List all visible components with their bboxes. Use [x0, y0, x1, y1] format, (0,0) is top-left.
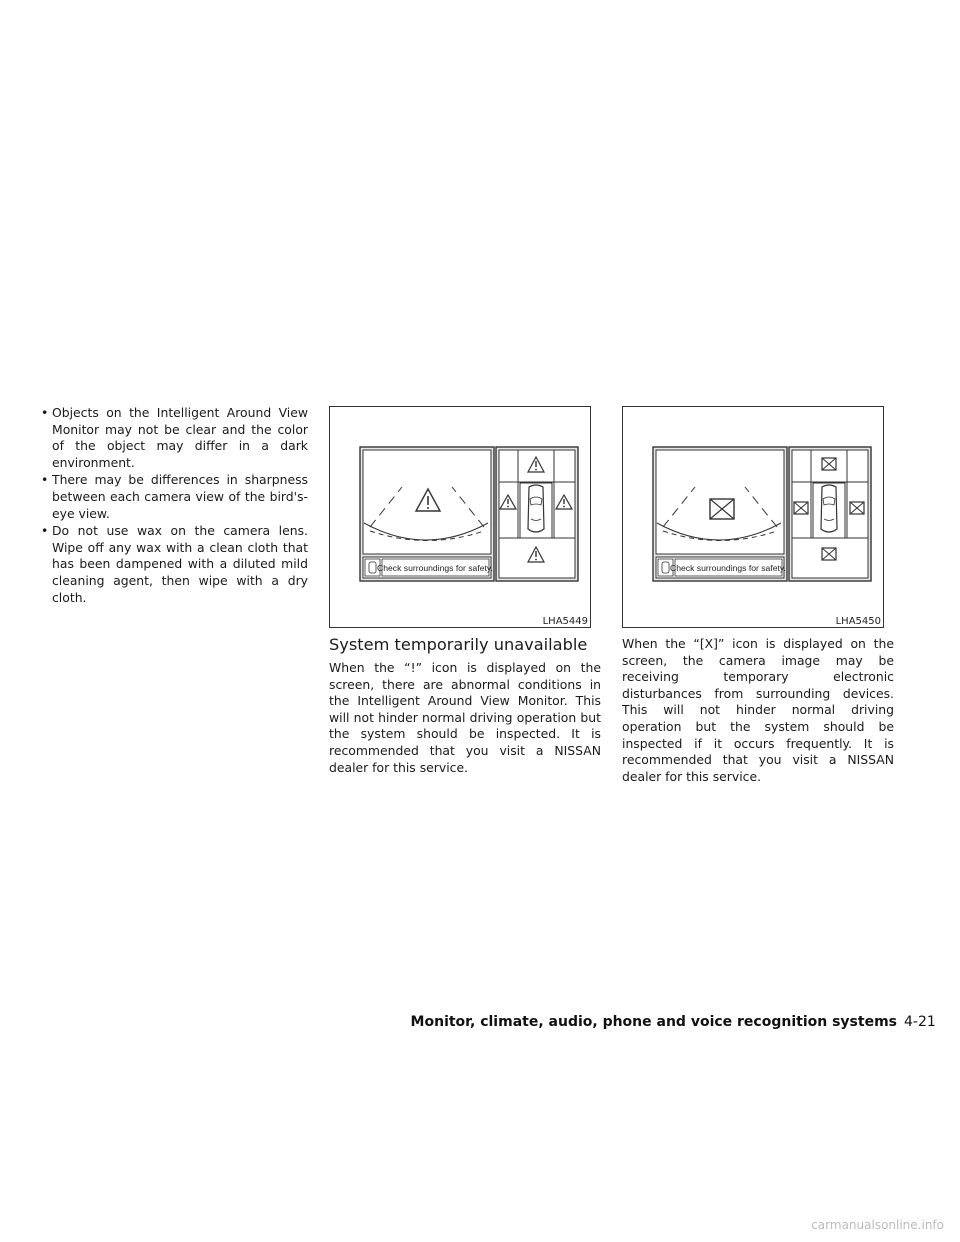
paragraph-warning-icon: When the “!” icon is displayed on the screen, there are abnormal conditions in the Intelligent Around View Monitor. This will not hinder normal driving operation but the system should be inspected. It is recommended that you visit a NISSAN dealer for this service. — [329, 660, 601, 775]
figure-x-display — [622, 406, 884, 628]
x-box-icon — [710, 499, 734, 519]
x-box-icon — [822, 548, 836, 560]
section-heading: System temporarily unavailable — [329, 635, 588, 654]
x-box-icon — [822, 458, 836, 470]
chapter-title: Monitor, climate, audio, phone and voice recognition systems — [410, 1014, 897, 1030]
monitor-illustration — [330, 407, 592, 629]
page-number: 4-21 — [904, 1014, 936, 1030]
figure-warning-display — [329, 406, 591, 628]
screen-message: Check surroundings for safety. — [377, 563, 493, 573]
figure-code: LHA5449 — [542, 616, 588, 627]
bullet-item: • Objects on the Intelligent Around View Monitor may not be clear and the color of the object may differ in a dark environment. — [40, 405, 308, 471]
paragraph-x-icon: When the “[X]” icon is displayed on the screen, the camera image may be receiving temporary electronic disturbances from surrounding devices. This will not hinder normal driving operation but the system should be inspected if it occurs frequently. It is recommended that you visit a NISSAN dealer for this service. — [622, 636, 894, 784]
bullet-list — [40, 405, 308, 607]
watermark: carmanualsonline.info — [811, 1218, 944, 1232]
figure-code: LHA5450 — [835, 616, 881, 627]
bullet-item: • Do not use wax on the camera lens. Wipe off any wax with a clean cloth that has been dampened with a diluted mild cleaning agent, then wipe with a dry cloth. — [40, 523, 308, 606]
x-box-icon — [794, 502, 808, 514]
bullet-item: • There may be differences in sharpness between each camera view of the bird's-eye view. — [40, 472, 308, 522]
monitor-illustration — [623, 407, 885, 629]
x-box-icon — [850, 502, 864, 514]
screen-message: Check surroundings for safety. — [670, 563, 786, 573]
